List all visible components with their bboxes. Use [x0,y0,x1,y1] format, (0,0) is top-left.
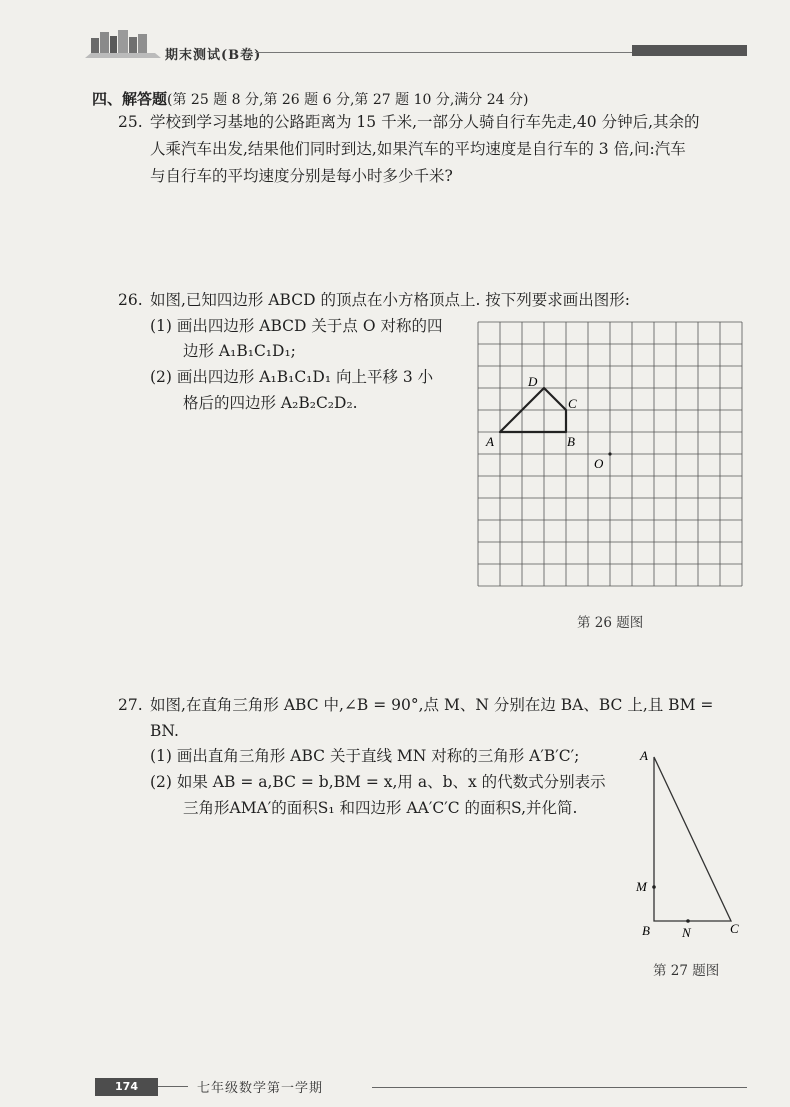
q25-line-1: 学校到学习基地的公路距离为 15 千米,一部分人骑自行车先走,40 分钟后,其余的 [150,113,700,131]
q26-grid-figure [470,315,750,595]
q26-part2-line2: 格后的四边形 A₂B₂C₂D₂. [183,394,358,412]
footer-rule-right [372,1087,747,1088]
header-rule [255,52,635,53]
label-d: D [528,374,538,389]
point-o [608,452,611,455]
point-n [686,919,690,923]
q27-part2-line1: (2) 如果 AB = a,BC = b,BM = x,用 a、b、x 的代数式分别表示 [150,773,606,791]
page-number: 174 [95,1078,158,1096]
label-m: M [636,879,647,894]
label-c: C [568,396,577,411]
q25-line-3: 与自行车的平均速度分别是每小时多少千米? [150,167,453,185]
label-c: C [730,921,739,936]
footer-rule-left [158,1086,188,1087]
q27-part2-line2: 三角形AMA′的面积S₁ 和四边形 AA′C′C 的面积S,并化简. [183,799,578,817]
point-m [652,885,656,889]
q26-part1-line1: (1) 画出四边形 ABCD 关于点 O 对称的四 [150,317,443,335]
q26-intro: 如图,已知四边形 ABCD 的顶点在小方格顶点上. 按下列要求画出图形: [150,291,631,309]
q27-triangle-figure [630,740,750,945]
header-title: 期末测试(B卷) [165,48,262,63]
q25-number: 25. [118,113,143,131]
q27-line-1: 如图,在直角三角形 ABC 中,∠B = 90°,点 M、N 分别在边 BA、BC 上,且 BM = [150,696,714,714]
label-a: A [640,748,648,763]
q27-caption: 第 27 题图 [653,963,720,979]
footer-title: 七年级数学第一学期 [197,1081,324,1096]
q27-line-2: BN. [150,722,179,740]
label-a: A [486,434,494,449]
label-o: O [594,456,604,471]
section-heading: 四、解答题(第 25 题 8 分,第 26 题 6 分,第 27 题 10 分,满分 24 分) [92,90,529,108]
books-logo-icon [85,28,165,60]
q25-line-2: 人乘汽车出发,结果他们同时到达,如果汽车的平均速度是自行车的 3 倍,问:汽车 [150,140,686,158]
q26-number: 26. [118,291,143,309]
q27-part1: (1) 画出直角三角形 ABC 关于直线 MN 对称的三角形 A′B′C′; [150,747,580,765]
label-n: N [682,925,691,940]
q27-number: 27. [118,696,143,714]
q26-caption: 第 26 题图 [577,615,644,631]
q26-part1-line2: 边形 A₁B₁C₁D₁; [183,342,296,360]
label-b: B [642,923,650,938]
label-b: B [567,434,575,449]
q26-part2-line1: (2) 画出四边形 A₁B₁C₁D₁ 向上平移 3 小 [150,368,434,386]
header-bar [632,45,747,56]
triangle-abc [654,757,731,921]
